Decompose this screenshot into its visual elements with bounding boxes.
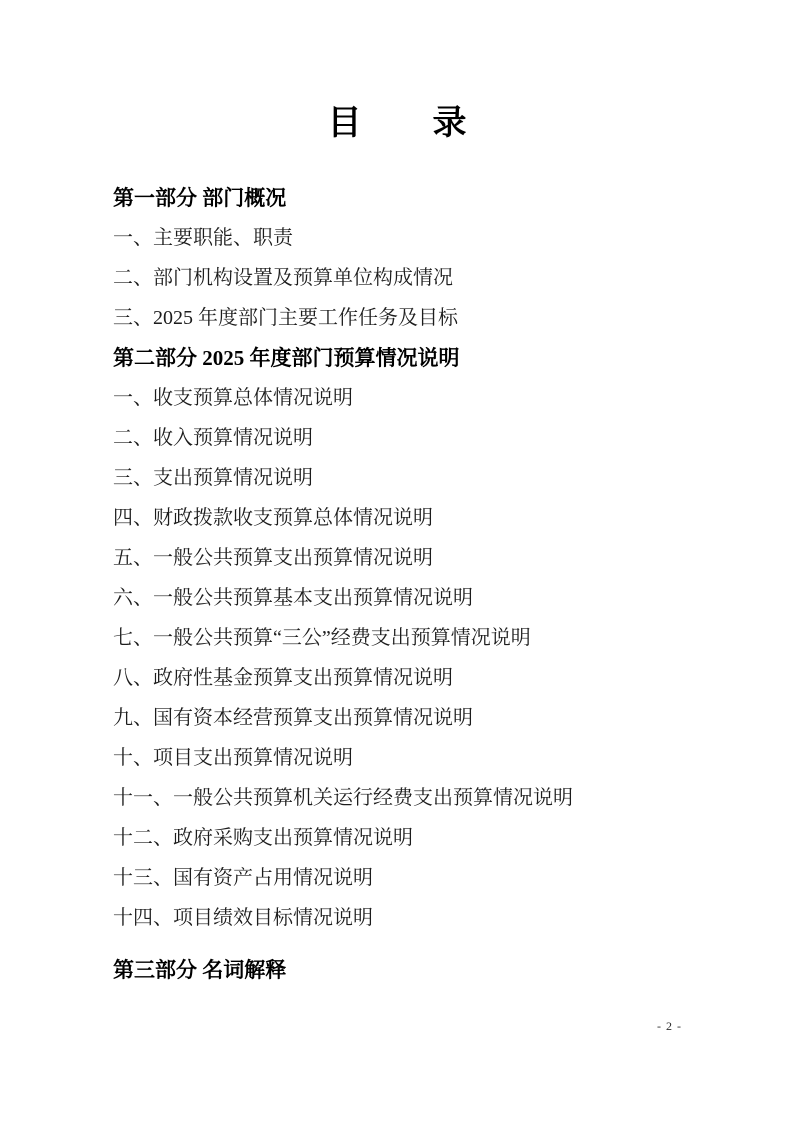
toc-section-heading: 第三部分 名词解释 bbox=[113, 958, 287, 982]
toc-item: 三、2025 年度部门主要工作任务及目标 bbox=[113, 307, 458, 329]
toc-item: 十一、一般公共预算机关运行经费支出预算情况说明 bbox=[113, 787, 573, 809]
toc-item: 十四、项目绩效目标情况说明 bbox=[113, 907, 373, 929]
toc-item: 一、主要职能、职责 bbox=[113, 227, 293, 249]
toc-item: 十三、国有资产占用情况说明 bbox=[113, 867, 373, 889]
toc-item: 二、收入预算情况说明 bbox=[113, 427, 313, 449]
toc-section-heading: 第一部分 部门概况 bbox=[113, 186, 287, 210]
toc-item: 九、国有资本经营预算支出预算情况说明 bbox=[113, 707, 473, 729]
toc-item: 三、支出预算情况说明 bbox=[113, 467, 313, 489]
toc-item: 一、收支预算总体情况说明 bbox=[113, 387, 353, 409]
toc-item: 六、一般公共预算基本支出预算情况说明 bbox=[113, 587, 473, 609]
toc-item: 四、财政拨款收支预算总体情况说明 bbox=[113, 507, 433, 529]
toc-item: 七、一般公共预算“三公”经费支出预算情况说明 bbox=[113, 627, 531, 649]
page-title: 目 录 bbox=[327, 105, 468, 142]
toc-item: 二、部门机构设置及预算单位构成情况 bbox=[113, 267, 453, 289]
toc-item: 八、政府性基金预算支出预算情况说明 bbox=[113, 667, 453, 689]
toc-item: 十、项目支出预算情况说明 bbox=[113, 747, 353, 769]
table-of-contents bbox=[0, 178, 795, 990]
toc-item: 十二、政府采购支出预算情况说明 bbox=[113, 827, 413, 849]
page-number: - 2 - bbox=[657, 1019, 682, 1033]
toc-section-heading: 第二部分 2025 年度部门预算情况说明 bbox=[113, 346, 460, 370]
toc-item: 五、一般公共预算支出预算情况说明 bbox=[113, 547, 433, 569]
